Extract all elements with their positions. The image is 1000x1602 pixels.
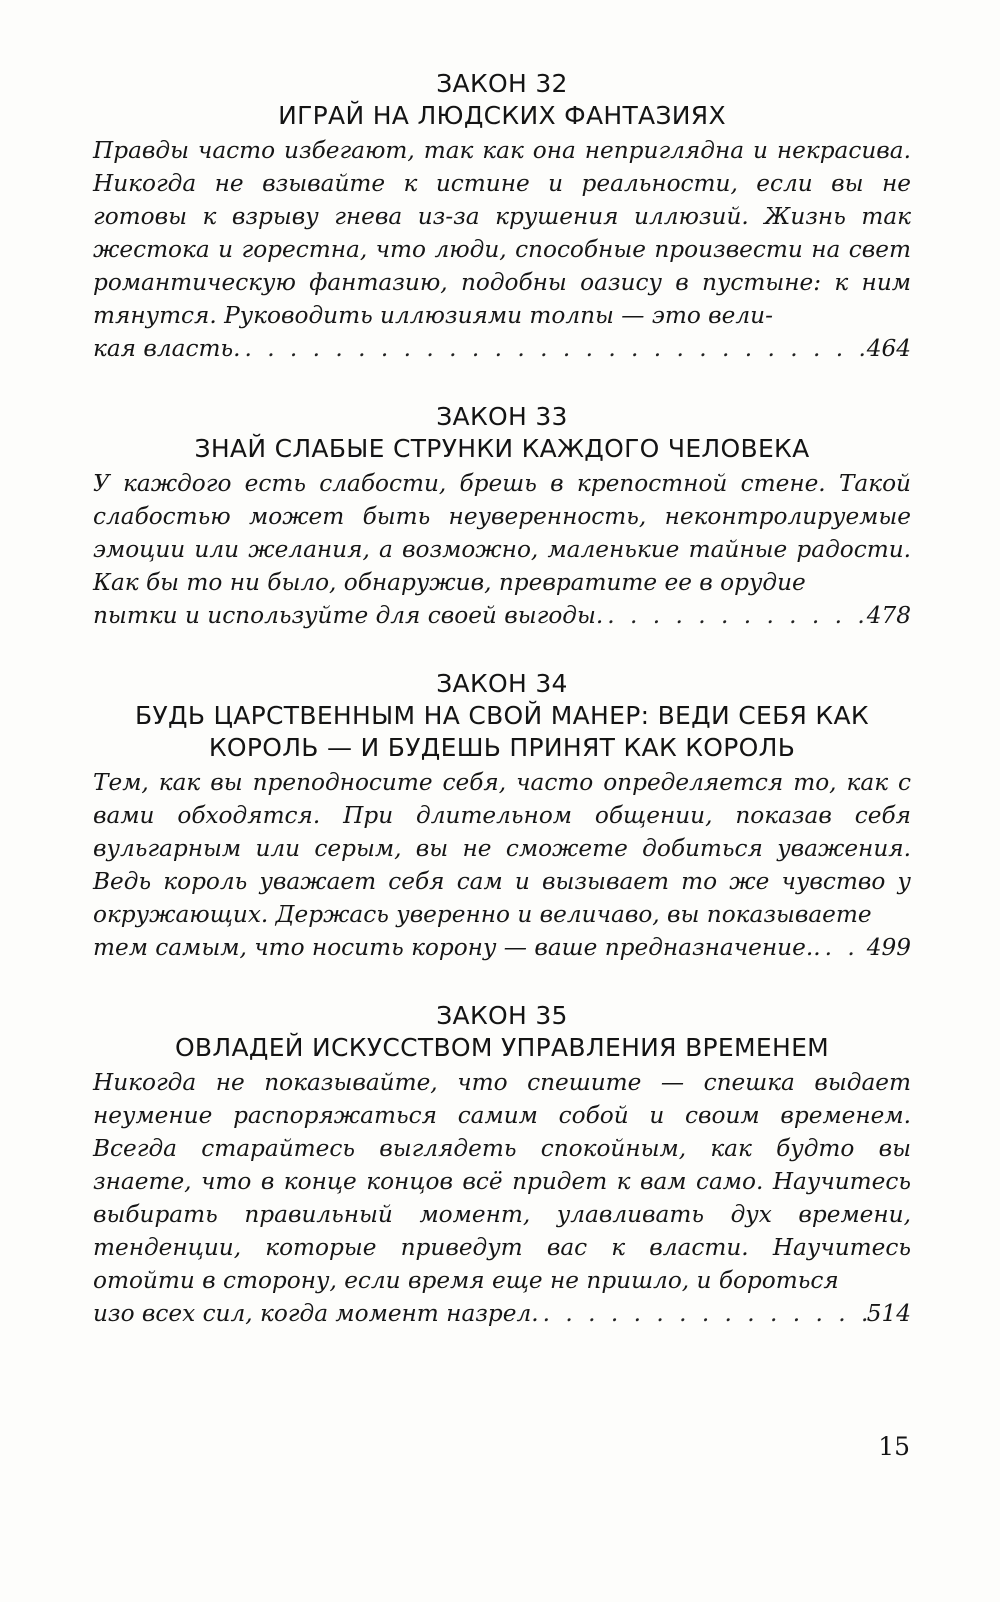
law-summary: Тем, как вы преподносите себя, часто определяется то, как с вами обходятся. При длительном общении, показав себя вульгарным или серым, вы не сможете добиться уважения. Ведь король уважает себя сам и вызывает то же чувство у окружающих. Держась уверенно и величаво, вы показываете bbox=[93, 769, 911, 928]
law-summary-end: кая власть. bbox=[93, 335, 241, 362]
law-title: ЗНАЙ СЛАБЫЕ СТРУНКИ КАЖДОГО ЧЕЛОВЕКА bbox=[194, 434, 810, 463]
law-summary: У каждого есть слабости, брешь в крепостной стене. Такой слабостью может быть неуверенность, неконтролируемые эмоции или желания, а возможно, маленькие тайные радости. Как бы то ни было, обнаружив, превратите ее в орудие bbox=[93, 470, 911, 596]
page-reference: 464 bbox=[866, 335, 911, 362]
law-title: ОВЛАДЕЙ ИСКУССТВОМ УПРАВЛЕНИЯ ВРЕМЕНЕМ bbox=[174, 1033, 830, 1062]
toc-line bbox=[93, 1297, 911, 1330]
dot-leader bbox=[539, 1297, 867, 1330]
page-reference: 514 bbox=[866, 1300, 911, 1327]
dot-leader bbox=[821, 931, 867, 964]
law-summary: Никогда не показывайте, что спешите — спешка выдает неумение распоряжаться самим собой и своим временем. Всегда старайтесь выглядеть спокойным, как будто вы знаете, что в конце концов всё придет к вам само. Научитесь выбирать правильный момент, улавливать дух времени, тенденции, которые приведут вас к власти. Научитесь отойти в сторону, если время еще не пришло, и бороться bbox=[93, 1069, 911, 1294]
law-number: ЗАКОН 35 bbox=[436, 1001, 568, 1030]
toc-entry-law-32 bbox=[93, 68, 911, 365]
page-reference: 499 bbox=[866, 934, 911, 961]
toc-column bbox=[93, 68, 911, 1366]
law-number: ЗАКОН 32 bbox=[436, 69, 568, 98]
toc-entry-law-33 bbox=[93, 401, 911, 632]
toc-line bbox=[93, 599, 911, 632]
law-title: ИГРАЙ НА ЛЮДСКИХ ФАНТАЗИЯХ bbox=[278, 101, 726, 130]
law-number: ЗАКОН 33 bbox=[436, 402, 568, 431]
toc-line bbox=[93, 931, 911, 964]
page-reference: 478 bbox=[866, 602, 911, 629]
law-summary-end: тем самым, что носить корону — ваше предназначение.. bbox=[93, 934, 821, 961]
law-summary: Правды часто избегают, так как она неприглядна и некрасива. Никогда не взывайте к истине и реальности, если вы не готовы к взрыву гнева из-за крушения иллюзий. Жизнь так жестока и горестна, что люди, способные произвести на свет романтическую фантазию, подобны оазису в пустыне: к ним тянутся. Руководить иллюзиями толпы — это вели- bbox=[93, 137, 911, 329]
dot-leader bbox=[603, 599, 866, 632]
toc-entry-law-34 bbox=[93, 668, 911, 964]
toc-entry-law-35 bbox=[93, 1000, 911, 1330]
dot-leader bbox=[240, 332, 866, 365]
law-summary-end: изо всех сил, когда момент назрел. bbox=[93, 1300, 539, 1327]
toc-line bbox=[93, 332, 911, 365]
law-number: ЗАКОН 34 bbox=[436, 669, 568, 698]
page-number: 15 bbox=[878, 1432, 910, 1461]
law-title: БУДЬ ЦАРСТВЕННЫМ НА СВОЙ МАНЕР: ВЕДИ СЕБЯ КАК КОРОЛЬ — И БУДЕШЬ ПРИНЯТ КАК КОРОЛЬ bbox=[135, 701, 869, 762]
law-summary-end: пытки и используйте для своей выгоды. bbox=[93, 602, 604, 629]
